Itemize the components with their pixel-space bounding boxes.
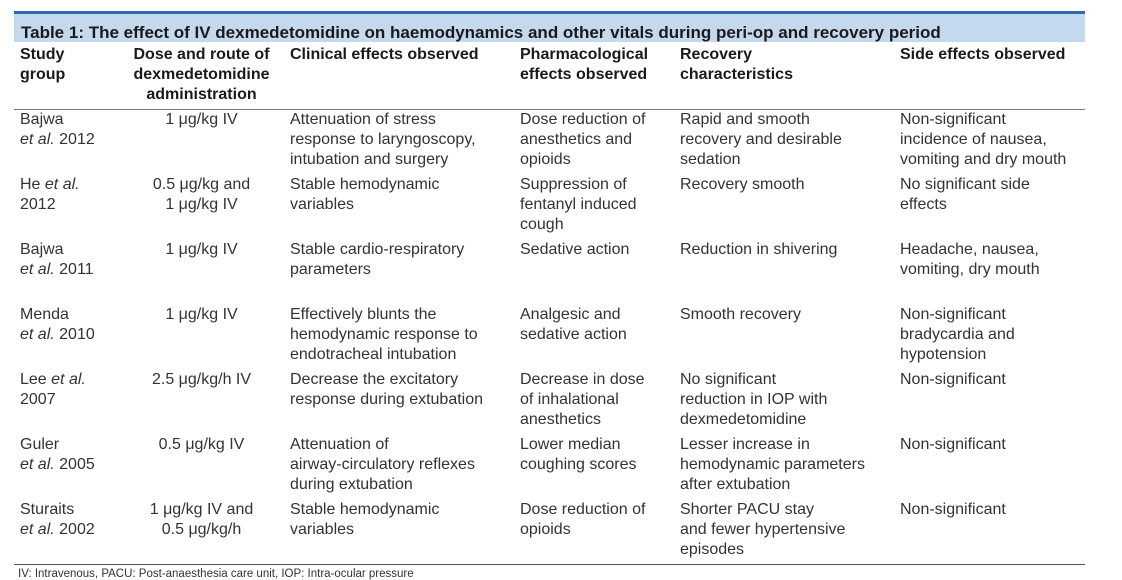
cell-line: Non-significant bbox=[900, 500, 1006, 518]
cell-line: Decrease the excitatory bbox=[290, 370, 459, 388]
cell-line: 1 μg/kg IV bbox=[165, 240, 238, 258]
study-author: Bajwa bbox=[20, 111, 64, 128]
cell-recovery-characteristics bbox=[674, 435, 894, 500]
cell-line: Effectively blunts the bbox=[290, 305, 437, 323]
cell-line: Decrease in dose bbox=[520, 370, 645, 388]
table-row bbox=[14, 175, 1085, 240]
cell-side-effects bbox=[894, 370, 1085, 435]
cell-line: Lesser increase in bbox=[680, 435, 810, 453]
cell-line: incidence of nausea, bbox=[900, 131, 1047, 148]
cell-line: cough bbox=[520, 215, 564, 233]
table-title-text: The effect of IV dexmedetomidine on haemodynamics and other vitals during peri-op and recovery period bbox=[88, 23, 941, 42]
cell-dose bbox=[119, 110, 284, 175]
cell-line: Recovery smooth bbox=[680, 175, 805, 193]
study-et-al: et al. bbox=[44, 175, 80, 193]
cell-line: opioids bbox=[520, 520, 571, 538]
cell-line: 1 μg/kg IV bbox=[165, 305, 238, 323]
cell-study-group bbox=[14, 435, 119, 500]
cell-side-effects bbox=[894, 500, 1085, 565]
cell-side-effects bbox=[894, 175, 1085, 240]
cell-line: vomiting, dry mouth bbox=[900, 260, 1040, 278]
cell-study-group bbox=[14, 500, 119, 565]
cell-clinical-effects bbox=[284, 110, 514, 175]
cell-recovery-characteristics bbox=[674, 110, 894, 175]
cell-line: coughing scores bbox=[520, 455, 637, 473]
cell-clinical-effects bbox=[284, 240, 514, 305]
cell-line: Stable hemodynamic bbox=[290, 500, 440, 518]
cell-line: 0.5 μg/kg/h bbox=[161, 520, 242, 538]
cell-study-group bbox=[14, 370, 119, 435]
cell-line: response to laryngoscopy, bbox=[290, 131, 476, 148]
cell-line: endotracheal intubation bbox=[290, 345, 457, 363]
cell-study-group bbox=[14, 110, 119, 175]
study-author: Sturaits bbox=[20, 500, 75, 518]
cell-line: bradycardia and bbox=[900, 325, 1015, 343]
cell-line: vomiting and dry mouth bbox=[900, 151, 1067, 168]
header-study-group: Study group bbox=[14, 42, 119, 110]
cell-line: Non-significant bbox=[900, 435, 1006, 453]
study-author: Bajwa bbox=[20, 240, 64, 258]
cell-line: sedative action bbox=[520, 325, 627, 343]
cell-line: sedation bbox=[680, 151, 741, 168]
cell-line: recovery and desirable bbox=[680, 131, 842, 148]
table-row bbox=[14, 435, 1085, 500]
cell-line: anesthetics and bbox=[520, 131, 633, 148]
cell-line: Reduction in shivering bbox=[680, 240, 838, 258]
cell-line: of inhalational bbox=[520, 390, 619, 408]
study-year: 2002 bbox=[59, 520, 95, 538]
cell-line: intubation and surgery bbox=[290, 151, 449, 168]
cell-line: 0.5 μg/kg IV bbox=[158, 435, 245, 453]
cell-pharmacological-effects bbox=[514, 435, 674, 500]
cell-line: fentanyl induced bbox=[520, 195, 637, 213]
cell-recovery-characteristics bbox=[674, 240, 894, 305]
study-year: 2012 bbox=[20, 195, 56, 213]
header-recovery-characteristics: Recovery characteristics bbox=[674, 42, 894, 110]
cell-line: episodes bbox=[680, 540, 745, 558]
cell-side-effects bbox=[894, 305, 1085, 370]
table-number: Table 1: bbox=[21, 23, 84, 42]
table-footnote: IV: Intravenous, PACU: Post-anaesthesia care unit, IOP: Intra-ocular pressure bbox=[18, 568, 414, 580]
cell-line: anesthetics bbox=[520, 410, 601, 428]
cell-pharmacological-effects bbox=[514, 110, 674, 175]
cell-line: Non-significant bbox=[900, 111, 1006, 128]
study-author: Lee bbox=[20, 370, 47, 388]
header-pharmacological-effects: Pharmacological effects observed bbox=[514, 42, 674, 110]
data-table bbox=[14, 42, 1085, 565]
cell-line: Suppression of bbox=[520, 175, 627, 193]
cell-pharmacological-effects bbox=[514, 175, 674, 240]
cell-line: reduction in IOP with bbox=[680, 390, 828, 408]
cell-clinical-effects bbox=[284, 500, 514, 565]
table-row bbox=[14, 500, 1085, 565]
cell-dose bbox=[119, 435, 284, 500]
cell-clinical-effects bbox=[284, 175, 514, 240]
cell-line: Lower median bbox=[520, 435, 621, 453]
cell-line: No significant side bbox=[900, 175, 1030, 193]
study-author: He bbox=[20, 175, 41, 193]
cell-line: Rapid and smooth bbox=[680, 111, 810, 128]
cell-dose bbox=[119, 175, 284, 240]
study-year: 2005 bbox=[59, 455, 95, 473]
study-et-al: et al. bbox=[20, 260, 55, 278]
cell-line: Non-significant bbox=[900, 370, 1006, 388]
cell-line: Dose reduction of bbox=[520, 500, 646, 518]
table-row bbox=[14, 305, 1085, 370]
header-row bbox=[14, 42, 1085, 110]
cell-line: 0.5 μg/kg and bbox=[152, 175, 251, 193]
table-row bbox=[14, 110, 1085, 175]
cell-line: Shorter PACU stay bbox=[680, 500, 814, 518]
table-row bbox=[14, 240, 1085, 305]
cell-line: response during extubation bbox=[290, 390, 484, 408]
study-author: Menda bbox=[20, 305, 69, 323]
cell-line: Headache, nausea, bbox=[900, 240, 1039, 258]
cell-line: 1 μg/kg IV and bbox=[149, 500, 254, 518]
cell-line: parameters bbox=[290, 260, 371, 278]
study-year: 2010 bbox=[59, 325, 95, 343]
cell-line: Non-significant bbox=[900, 305, 1006, 323]
cell-line: Attenuation of bbox=[290, 435, 389, 453]
cell-dose bbox=[119, 500, 284, 565]
cell-line: Sedative action bbox=[520, 240, 630, 258]
table-container bbox=[14, 11, 1085, 580]
cell-recovery-characteristics bbox=[674, 370, 894, 435]
cell-line: 2.5 μg/kg/h IV bbox=[151, 370, 252, 388]
cell-dose bbox=[119, 240, 284, 305]
header-clinical-effects: Clinical effects observed bbox=[284, 42, 514, 110]
cell-study-group bbox=[14, 175, 119, 240]
study-year: 2007 bbox=[20, 390, 56, 408]
study-et-al: et al. bbox=[20, 455, 55, 473]
cell-line: dexmedetomidine bbox=[680, 410, 807, 428]
cell-pharmacological-effects bbox=[514, 240, 674, 305]
cell-line: during extubation bbox=[290, 475, 413, 493]
header-side-effects: Side effects observed bbox=[894, 42, 1085, 110]
cell-line: 1 μg/kg IV bbox=[165, 195, 238, 213]
cell-line: Dose reduction of bbox=[520, 111, 646, 128]
cell-clinical-effects bbox=[284, 370, 514, 435]
cell-recovery-characteristics bbox=[674, 500, 894, 565]
cell-line: 1 μg/kg IV bbox=[165, 111, 238, 128]
cell-recovery-characteristics bbox=[674, 175, 894, 240]
study-et-al: et al. bbox=[20, 325, 55, 343]
cell-pharmacological-effects bbox=[514, 500, 674, 565]
study-author: Guler bbox=[20, 435, 60, 453]
cell-line: opioids bbox=[520, 151, 571, 168]
cell-side-effects bbox=[894, 240, 1085, 305]
cell-line: variables bbox=[290, 195, 355, 213]
cell-dose bbox=[119, 305, 284, 370]
cell-recovery-characteristics bbox=[674, 305, 894, 370]
cell-pharmacological-effects bbox=[514, 305, 674, 370]
cell-study-group bbox=[14, 240, 119, 305]
study-et-al: et al. bbox=[20, 131, 55, 148]
cell-line: Stable cardio-respiratory bbox=[290, 240, 465, 258]
cell-line: hemodynamic response to bbox=[290, 325, 478, 343]
study-et-al: et al. bbox=[20, 520, 55, 538]
cell-dose bbox=[119, 370, 284, 435]
cell-line: No significant bbox=[680, 370, 777, 388]
cell-line: Stable hemodynamic bbox=[290, 175, 440, 193]
cell-line: hemodynamic parameters bbox=[680, 455, 865, 473]
cell-clinical-effects bbox=[284, 305, 514, 370]
cell-line: Attenuation of stress bbox=[290, 111, 436, 128]
table-title bbox=[14, 11, 1085, 42]
cell-line: effects bbox=[900, 195, 947, 213]
cell-pharmacological-effects bbox=[514, 370, 674, 435]
cell-line: Analgesic and bbox=[520, 305, 621, 323]
cell-clinical-effects bbox=[284, 435, 514, 500]
cell-side-effects bbox=[894, 435, 1085, 500]
cell-line: hypotension bbox=[900, 345, 987, 363]
cell-line: after extubation bbox=[680, 475, 791, 493]
header-dose-route: Dose and route of dexmedetomidine administration bbox=[119, 42, 284, 110]
cell-line: variables bbox=[290, 520, 355, 538]
cell-line: airway-circulatory reflexes bbox=[290, 455, 475, 473]
cell-line: and fewer hypertensive bbox=[680, 520, 846, 538]
study-year: 2011 bbox=[59, 260, 94, 278]
cell-line: Smooth recovery bbox=[680, 305, 801, 323]
table-row bbox=[14, 370, 1085, 435]
study-year: 2012 bbox=[59, 131, 95, 148]
study-et-al: et al. bbox=[51, 370, 86, 388]
cell-study-group bbox=[14, 305, 119, 370]
cell-side-effects bbox=[894, 110, 1085, 175]
